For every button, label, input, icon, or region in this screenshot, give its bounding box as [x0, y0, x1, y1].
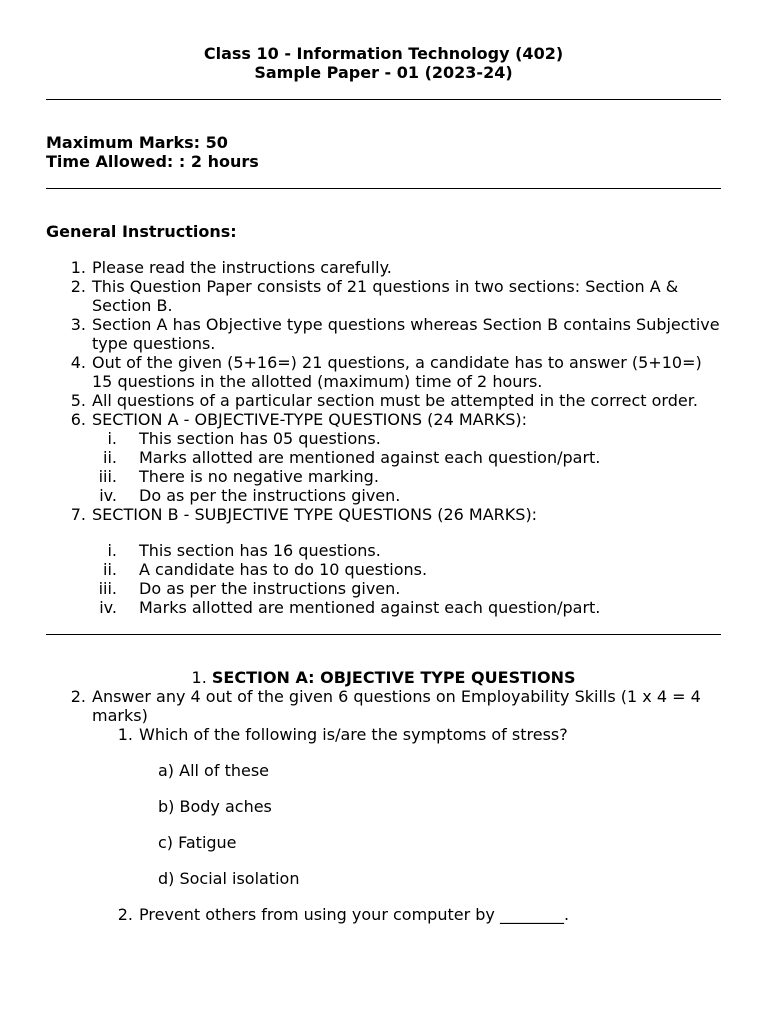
- instruction-item: 2. This Question Paper consists of 21 questions in two sections: Section A & Section B.: [70, 277, 679, 315]
- question-1-options: [46, 761, 721, 888]
- question-text: Prevent others from using your computer by ________.: [139, 905, 570, 924]
- question-list: [46, 725, 721, 744]
- section-a-title: SECTION A: OBJECTIVE TYPE QUESTIONS: [211, 668, 576, 687]
- section-a-parts: [46, 687, 721, 725]
- instructions-list-cont: [46, 505, 721, 524]
- marks-block: [46, 133, 721, 171]
- divider-2: [46, 188, 721, 189]
- section-a-part: 2. Answer any 4 out of the given 6 questions on Employability Skills (1 x 4 = 4 marks): [70, 687, 701, 725]
- instructions-list: [46, 258, 721, 429]
- maximum-marks: Maximum Marks: 50: [46, 133, 228, 152]
- section-b-instruction: iv. Marks allotted are mentioned against each question/part.: [99, 598, 601, 617]
- option-a: a) All of these: [158, 761, 269, 780]
- section-b-instruction: iii. Do as per the instructions given.: [98, 579, 401, 598]
- option-b: b) Body aches: [158, 797, 272, 816]
- instruction-item: 1. Please read the instructions carefully.: [70, 258, 392, 277]
- section-a-instruction: iii. There is no negative marking.: [98, 467, 379, 486]
- title-line-1: Class 10 - Information Technology (402): [203, 44, 564, 63]
- question-item: 2. Prevent others from using your computer by ________.: [117, 905, 570, 924]
- instruction-item-section-b: 7. SECTION B - SUBJECTIVE TYPE QUESTIONS (26 MARKS):: [70, 505, 538, 524]
- question-list-cont: [46, 905, 721, 924]
- instruction-item-section-a: 6. SECTION A - OBJECTIVE-TYPE QUESTIONS (24 MARKS):: [70, 410, 527, 429]
- time-allowed: Time Allowed: : 2 hours: [46, 152, 259, 171]
- section-b-instruction: i. This section has 16 questions.: [107, 541, 381, 560]
- instruction-item: 3. Section A has Objective type questions whereas Section B contains Subjective type questions.: [70, 315, 720, 353]
- option-d: d) Social isolation: [158, 869, 300, 888]
- section-a-instruction: ii. Marks allotted are mentioned against each question/part.: [103, 448, 601, 467]
- divider-1: [46, 99, 721, 100]
- section-a-instruction: iv. Do as per the instructions given.: [99, 486, 401, 505]
- title-line-2: Sample Paper - 01 (2023-24): [254, 63, 513, 82]
- instruction-item: 5. All questions of a particular section must be attempted in the correct order.: [70, 391, 698, 410]
- section-b-instruction: ii. A candidate has to do 10 questions.: [103, 560, 428, 579]
- instructions-heading: General Instructions:: [46, 222, 237, 241]
- section-a-heading: 1. SECTION A: OBJECTIVE TYPE QUESTIONS: [191, 668, 576, 687]
- section-b-instructions: [46, 541, 721, 617]
- instruction-item: 4. Out of the given (5+16=) 21 questions, a candidate has to answer (5+10=) 15 questions in the allotted (maximum) time of 2 hours.: [70, 353, 702, 391]
- document-page: [46, 0, 721, 924]
- divider-3: [46, 634, 721, 635]
- question-item: 1. Which of the following is/are the symptoms of stress?: [117, 725, 568, 744]
- section-a-instruction: i. This section has 05 questions.: [107, 429, 381, 448]
- section-a-instructions: [46, 429, 721, 505]
- option-c: c) Fatigue: [158, 833, 237, 852]
- question-text: Which of the following is/are the symptoms of stress?: [139, 725, 568, 744]
- document-title: [46, 44, 721, 82]
